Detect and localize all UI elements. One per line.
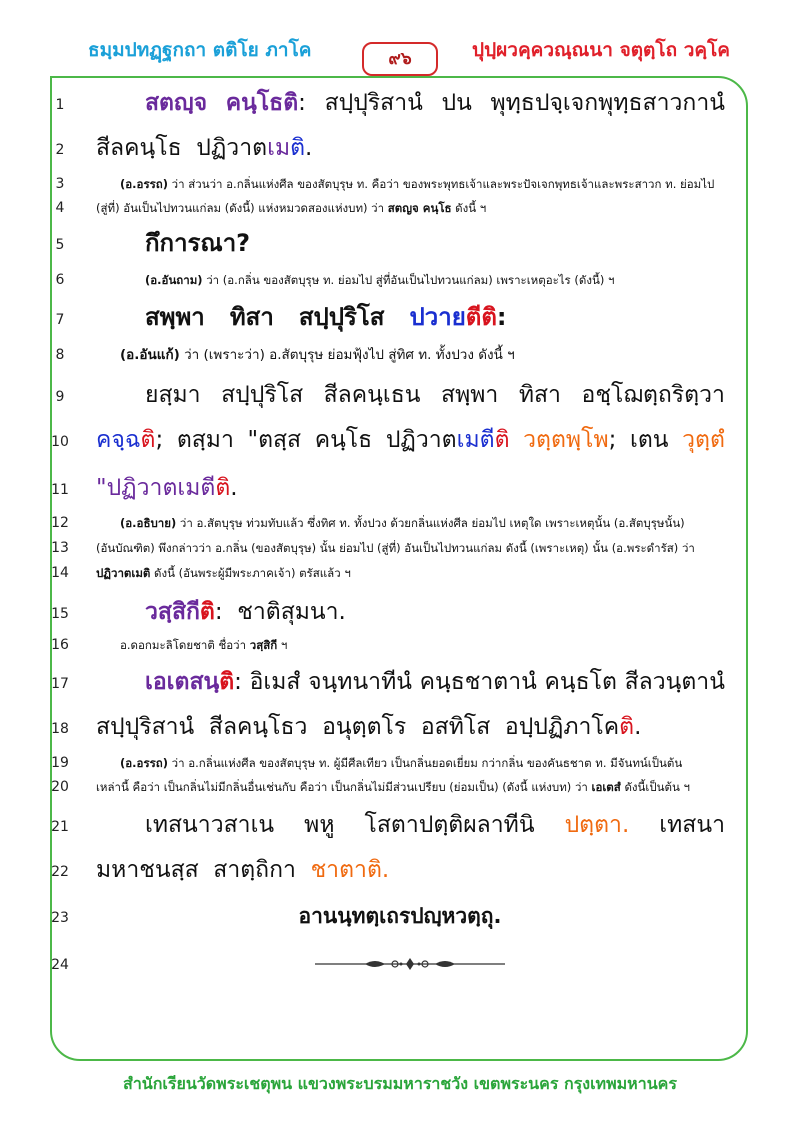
line-number: 8 xyxy=(55,347,65,363)
text-line-4: (สู่ที่) อันเป็นไปทวนแก่ลม (ดังนี้) แห่งหมวดสองแห่งบท) ว่า สตญจ คนฺโธ ดังนี้ ฯ xyxy=(96,201,487,215)
text-line-1 xyxy=(145,89,725,117)
word: ยสฺมา xyxy=(145,382,201,408)
text-line-16: อ.ดอกมะลิโดยชาติ ชื่อว่า วสฺสิกี ฯ xyxy=(120,638,288,652)
word: คนฺโธติ: xyxy=(225,90,306,116)
line-number: 19 xyxy=(51,755,69,771)
text-line-3: (อ.อรรถ) ว่า ส่วนว่า อ.กลิ่นแห่งศีล ของสัตบุรุษ ท. คือว่า ของพระพุทธเจ้าและพระปัจเจกพุทธเจ้าและพระสาวก ท. ย่อมไป xyxy=(120,177,715,191)
word: เอเตสนฺติ: xyxy=(145,669,242,695)
decorative-divider-icon xyxy=(315,956,505,972)
line-number: 5 xyxy=(55,237,65,253)
text-line-6: (อ.อันถาม) ว่า (อ.กลิ่น ของสัตบุรุษ ท. ย่อมไป สู่ที่อันเป็นไปทวนแก่ลม) เพราะเหตุอะไร (ดังนี้) ฯ xyxy=(145,273,615,287)
word: อิเมสํ xyxy=(249,669,301,695)
word: คนฺธโต xyxy=(544,669,617,695)
word: ปฏิวาตเมตีติ xyxy=(385,427,510,453)
text-line-2: สีลคนฺโธ ปฏิวาตเมติ. xyxy=(96,135,313,161)
text-line-11: "ปฏิวาตเมตีติ. xyxy=(96,475,238,501)
word: ปน xyxy=(441,90,472,116)
text-line-8: (อ.อันแก้) ว่า (เพราะว่า) อ.สัตบุรุษ ย่อมฟุ้งไป สู่ทิศ ท. ทั้งปวง ดังนี้ ฯ xyxy=(120,347,515,363)
line-number: 22 xyxy=(51,864,69,880)
word: สีลวนฺตานํ xyxy=(624,669,725,695)
line-number: 14 xyxy=(51,565,69,581)
line-number: 17 xyxy=(51,676,69,692)
line-number: 10 xyxy=(51,434,69,450)
line-number: 7 xyxy=(55,312,65,328)
header-left-title: ธมฺมปทฏฺฐกถา ตติโย ภาโค xyxy=(88,39,312,61)
line-number: 18 xyxy=(51,721,69,737)
text-line-10 xyxy=(96,426,725,454)
text-line-21 xyxy=(145,811,725,839)
line-number: 1 xyxy=(55,97,65,113)
text-line-15: วสฺสิกีติ: ชาติสุมนา. xyxy=(145,599,346,625)
header-right-title: ปุปฺผวคฺควณฺณนา จตุตฺโถ วคฺโค xyxy=(472,39,730,61)
word: เทสนาวสาเน xyxy=(145,812,275,838)
line-number: 11 xyxy=(51,482,69,498)
word: "ตสฺส xyxy=(247,427,302,453)
closing-title: อานนฺทตฺเถรปญฺหวตฺถุ. xyxy=(298,904,502,928)
word: อชฺโฌตฺถริตฺวา xyxy=(581,382,725,408)
word: จนฺทนาทีนํ xyxy=(308,669,412,695)
text-line-18: สปฺปุริสานํ สีลคนฺโธว อนุตฺตโร อสทิโส อปฺปฏิภาโคติ. xyxy=(96,714,642,740)
word: วตฺตพฺโพ; xyxy=(523,427,617,453)
text-line-20: เหล่านี้ คือว่า เป็นกลิ่นไม่มีกลิ่นอื่นเช่นกับ คือว่า เป็นกลิ่นไม่มีส่วนเปรียบ (ย่อมเป็น) (ดังนี้ แห่งบท) ว่า เอเตสํ ดังนี้เป็นต้น ฯ xyxy=(96,780,690,794)
line-number: 15 xyxy=(51,606,69,622)
text-line-17 xyxy=(145,668,725,696)
line-number: 6 xyxy=(55,272,65,288)
word: สปฺปุริโส xyxy=(221,382,304,408)
word: ทิสา xyxy=(518,382,561,408)
line-number: 16 xyxy=(51,637,69,653)
text-line-9 xyxy=(145,381,725,409)
word: คนฺโธ xyxy=(314,427,373,453)
line-number: 3 xyxy=(55,176,65,192)
line-number: 20 xyxy=(51,779,69,795)
word: ปตฺตา. xyxy=(564,812,630,838)
word: สปฺปุริสานํ xyxy=(324,90,423,116)
line-number: 9 xyxy=(55,389,65,405)
text-line-22: มหาชนสฺส สาตฺถิกา ชาตาติ. xyxy=(96,857,390,883)
line-number: 2 xyxy=(55,142,65,158)
line-number: 23 xyxy=(51,910,69,926)
text-line-5: กึการณา? xyxy=(145,229,251,257)
word: คนฺธชาตานํ xyxy=(419,669,537,695)
text-line-19: (อ.อรรถ) ว่า อ.กลิ่นแห่งศีล ของสัตบุรุษ ท. ผู้มีศีลเทียว เป็นกลิ่นยอดเยี่ยม กว่ากลิ่น ของคันธชาต ท. มีจันทน์เป็นต้น xyxy=(120,756,683,770)
text-line-14: ปฏิวาตเมติ ดังนี้ (อันพระผู้มีพระภาคเจ้า) ตรัสแล้ว ฯ xyxy=(96,566,351,580)
word: สตญฺจ xyxy=(145,90,208,116)
word: สีลคนฺเธน xyxy=(323,382,421,408)
line-number: 24 xyxy=(51,957,69,973)
text-line-12: (อ.อธิบาย) ว่า อ.สัตบุรุษ ท่วมทับแล้ว ซึ่งทิศ ท. ทั้งปวง ด้วยกลิ่นแห่งศีล ย่อมไป เหตุใด เพราะเหตุนั้น (อ.สัตบุรุษนั้น) xyxy=(120,516,685,530)
word: ตสฺมา xyxy=(176,427,234,453)
word: คจฺฉติ; xyxy=(96,427,164,453)
text-line-7: สพฺพา ทิสา สปฺปุริโส ปวายตีติ: xyxy=(145,303,507,331)
word: โสตาปตฺติผลาทีนิ xyxy=(364,812,535,838)
footer-text: สำนักเรียนวัดพระเชตุพน แขวงพระบรมมหาราชวัง เขตพระนคร กรุงเทพมหานคร xyxy=(123,1074,677,1093)
word: พุทฺธปจฺเจกพุทฺธสาวกานํ xyxy=(490,90,725,116)
word: วุตฺตํ xyxy=(682,427,725,453)
line-number: 4 xyxy=(55,200,65,216)
word: พหู xyxy=(304,812,335,838)
line-number: 13 xyxy=(51,540,69,556)
page-number-badge: ๙๖ xyxy=(362,42,438,76)
text-line-13: (อันบัณฑิต) พึงกล่าวว่า อ.กลิ่น (ของสัตบุรุษ) นั้น ย่อมไป (สู่ที่) อันเป็นไปทวนแก่ลม ดังนี้ (เพราะเหตุ) นั้น (อ.พระดำรัส) ว่า xyxy=(96,541,695,555)
line-number: 12 xyxy=(51,515,69,531)
word: เตน xyxy=(629,427,669,453)
word: เทสนา xyxy=(659,812,725,838)
line-number: 21 xyxy=(51,819,69,835)
word: สพฺพา xyxy=(441,382,499,408)
